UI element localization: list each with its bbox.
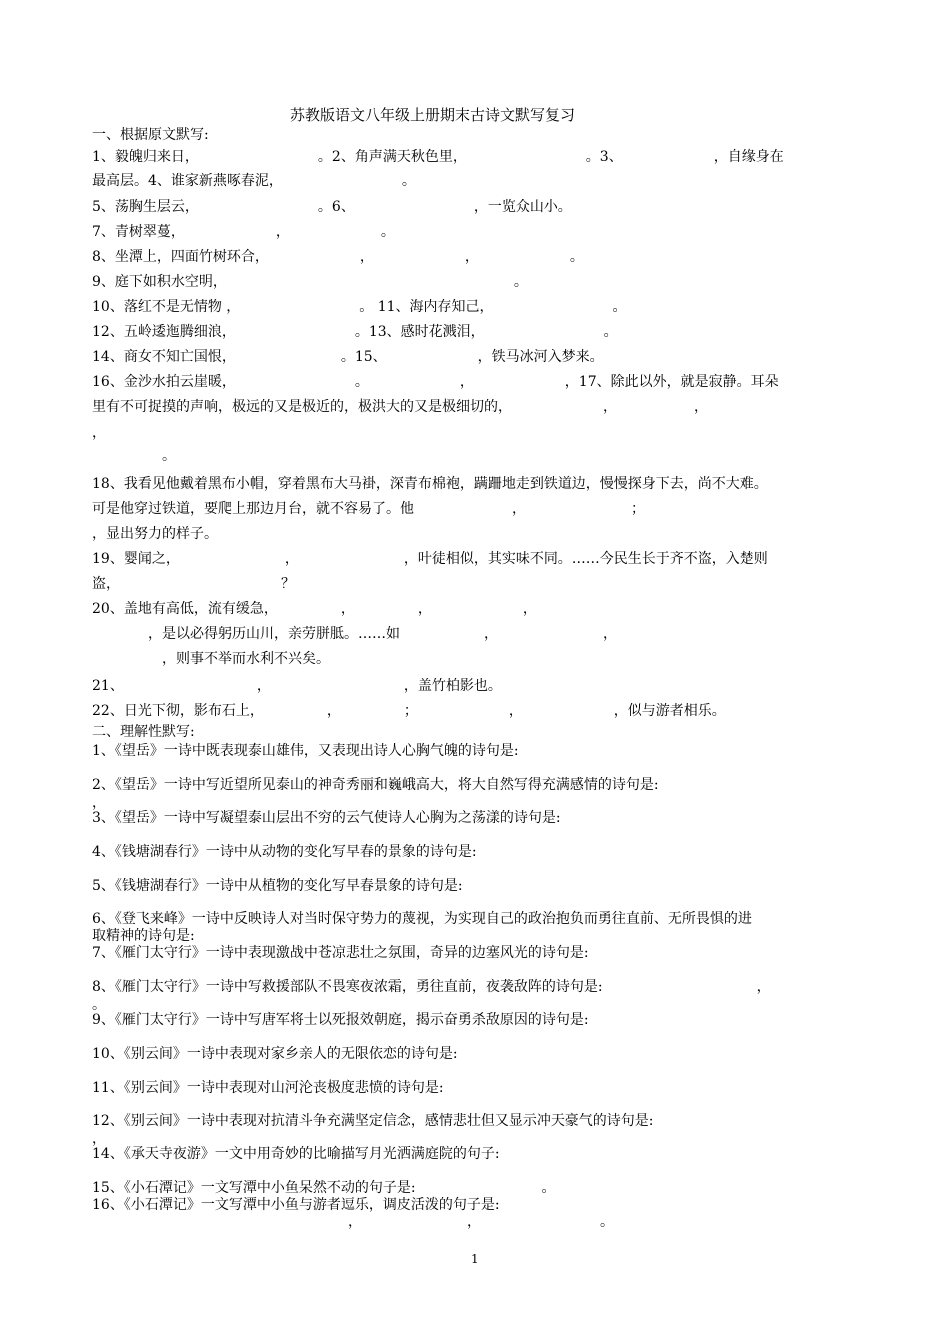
text-line: 1、《望岳》一诗中既表现泰山雄伟，又表现出诗人心胸气魄的诗句是: xyxy=(92,743,519,759)
text-line: 18、我看见他戴着黑布小帽，穿着黑布大马褂，深青布棉袍，蹒跚地走到铁道边，慢慢探身下去，尚不大难。 xyxy=(92,476,768,492)
text-line: 19、婴闻之， ， ，叶徒相似，其实味不同。……今民生长于齐不盗，入楚则 xyxy=(92,551,768,567)
text-line: 1、毅魄归来日， 。2、角声满天秋色里， 。3、 ，自缘身在 xyxy=(92,149,784,165)
text-line: ，显出努力的样子。 xyxy=(92,526,218,542)
document-title: 苏教版语文八年级上册期末古诗文默写复习 xyxy=(290,106,576,124)
text-line: 4、《钱塘湖春行》一诗中从动物的变化写早春的景象的诗句是: xyxy=(92,844,477,860)
text-line: 2、《望岳》一诗中写近望所见泰山的神奇秀丽和巍峨高大，将大自然写得充满感情的诗句是: xyxy=(92,777,659,793)
text-line: 14、商女不知亡国恨， 。15、 ，铁马冰河入梦来。 xyxy=(92,349,604,365)
text-line: 21、 ， ，盖竹柏影也。 xyxy=(92,678,502,694)
text-line: 6、《登飞来峰》一诗中反映诗人对当时保守势力的蔑视，为实现自己的政治抱负而勇往直前、无所畏惧的进 xyxy=(92,911,752,927)
text-line: 7、青树翠蔓， ， 。 xyxy=(92,224,395,240)
text-line: 可是他穿过铁道，要爬上那边月台，就不容易了。他 ， ； xyxy=(92,501,645,517)
text-line: 里有不可捉摸的声响，极远的又是极近的，极洪大的又是极细切的， ， ， xyxy=(92,399,708,415)
text-line: 22、日光下彻，影布石上， ， ； ， ，似与游者相乐。 xyxy=(92,703,726,719)
text-line: 7、《雁门太守行》一诗中表现激战中苍凉悲壮之氛围，奇异的边塞风光的诗句是: xyxy=(92,945,589,961)
text-line: 。 xyxy=(92,448,176,464)
text-line: 10、《别云间》一诗中表现对家乡亲人的无限依恋的诗句是: xyxy=(92,1046,458,1062)
text-line: ，则事不举而水利不兴矣。 xyxy=(92,651,330,667)
text-line: 15、《小石潭记》一文写潭中小鱼呆然不动的句子是: 。 xyxy=(92,1180,556,1196)
section-heading: 一、根据原文默写: xyxy=(92,127,209,143)
text-line: 3、《望岳》一诗中写凝望泰山层出不穷的云气使诗人心胸为之荡漾的诗句是: xyxy=(92,810,561,826)
text-line: 8、《雁门太守行》一诗中写救援部队不畏寒夜浓霜，勇往直前，夜袭敌阵的诗句是: ， xyxy=(92,979,771,995)
text-line: ， xyxy=(92,1131,106,1147)
text-line: 10、落红不是无情物 ， 。 11、海内存知己， 。 xyxy=(92,299,627,315)
text-line: 盗， ？ xyxy=(92,576,295,592)
text-line: ， xyxy=(92,795,106,811)
text-line: 11、《别云间》一诗中表现对山河沦丧极度悲愤的诗句是: xyxy=(92,1080,444,1096)
text-line: 。 xyxy=(92,997,106,1013)
text-line: 20、盖地有高低，流有缓急， ， ， ， xyxy=(92,601,537,617)
text-line: 取精神的诗句是: xyxy=(92,928,195,944)
text-line: ，是以必得躬历山川，亲劳胼胝。……如 ， ， xyxy=(92,626,617,642)
text-line: 16、《小石潭记》一文写潭中小鱼与游者逗乐，调皮活泼的句子是: xyxy=(92,1197,500,1213)
text-line: 12、五岭逶迤腾细浪， 。13、感时花溅泪， 。 xyxy=(92,324,618,340)
section-heading: 二、理解性默写: xyxy=(92,724,195,740)
text-line: 12、《别云间》一诗中表现对抗清斗争充满坚定信念，感情悲壮但又显示冲天豪气的诗句是: xyxy=(92,1113,654,1129)
text-line: 5、荡胸生层云， 。6、 ，一览众山小。 xyxy=(92,199,572,215)
text-line: 9、庭下如积水空明， 。 xyxy=(92,274,528,290)
page-number: 1 xyxy=(471,1252,479,1266)
text-line: 16、金沙水拍云崖暖， 。 ， ，17、除此以外，就是寂静。耳朵 xyxy=(92,374,779,390)
text-line: 最高层。4、谁家新燕啄春泥， 。 xyxy=(92,173,416,189)
text-line: 5、《钱塘湖春行》一诗中从植物的变化写早春景象的诗句是: xyxy=(92,878,463,894)
text-line: ， xyxy=(92,425,106,441)
text-line: 14、《承天寺夜游》一文中用奇妙的比喻描写月光洒满庭院的句子: xyxy=(92,1146,500,1162)
text-line: ， ， 。 xyxy=(236,1214,614,1230)
text-line: 9、《雁门太守行》一诗中写唐军将士以死报效朝庭，揭示奋勇杀敌原因的诗句是: xyxy=(92,1012,589,1028)
text-line: 8、坐潭上，四面竹树环合， ， ， 。 xyxy=(92,249,584,265)
